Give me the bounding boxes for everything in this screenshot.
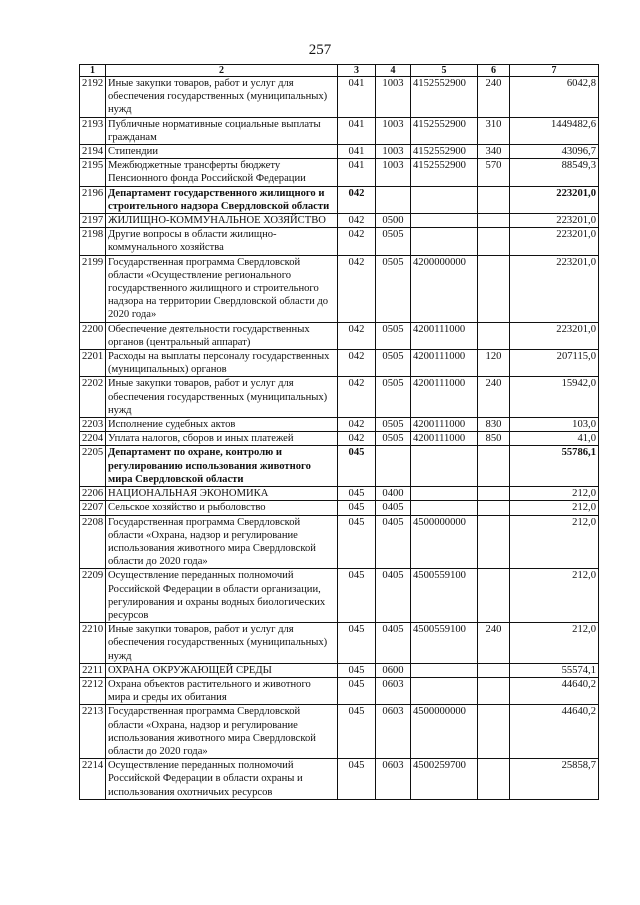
row-ministry-code: 042 [338, 255, 376, 322]
row-expense-type [478, 228, 510, 255]
row-name: Государственная программа Свердловской области «Охрана, надзор и регулирование использования животного мира Свердловской области до 2020 года» [106, 515, 338, 569]
row-section-code: 0603 [376, 705, 411, 759]
row-number: 2194 [80, 145, 106, 159]
row-target-code: 4200111000 [411, 322, 478, 349]
row-ministry-code: 042 [338, 432, 376, 446]
row-expense-type: 120 [478, 350, 510, 377]
row-target-code [411, 214, 478, 228]
row-name: Публичные нормативные социальные выплаты гражданам [106, 117, 338, 144]
row-name: Другие вопросы в области жилищно-коммунального хозяйства [106, 228, 338, 255]
row-amount: 1449482,6 [510, 117, 599, 144]
row-name: Иные закупки товаров, работ и услуг для обеспечения государственных (муниципальных) нужд [106, 77, 338, 118]
row-target-code: 4200111000 [411, 432, 478, 446]
row-expense-type [478, 705, 510, 759]
row-ministry-code: 045 [338, 446, 376, 487]
row-name: Осуществление переданных полномочий Российской Федерации в области охраны и использования охотничьих ресурсов [106, 759, 338, 800]
row-name: Департамент по охране, контролю и регулированию использования животного мира Свердловской области [106, 446, 338, 487]
row-expense-type: 240 [478, 623, 510, 664]
row-amount: 223201,0 [510, 322, 599, 349]
row-amount: 88549,3 [510, 159, 599, 186]
row-expense-type [478, 214, 510, 228]
row-number: 2200 [80, 322, 106, 349]
row-section-code [376, 186, 411, 213]
table-row [80, 432, 599, 446]
row-target-code [411, 501, 478, 515]
row-section-code: 0505 [376, 350, 411, 377]
row-name: Стипендии [106, 145, 338, 159]
row-amount: 212,0 [510, 623, 599, 664]
row-expense-type [478, 515, 510, 569]
row-amount: 43096,7 [510, 145, 599, 159]
row-number: 2198 [80, 228, 106, 255]
table-row [80, 705, 599, 759]
budget-table [79, 64, 599, 800]
row-ministry-code: 045 [338, 569, 376, 623]
row-expense-type: 850 [478, 432, 510, 446]
row-number: 2197 [80, 214, 106, 228]
header-col-6: 6 [478, 65, 510, 77]
row-name: Обеспечение деятельности государственных органов (центральный аппарат) [106, 322, 338, 349]
header-col-5: 5 [411, 65, 478, 77]
table-row [80, 515, 599, 569]
row-ministry-code: 045 [338, 705, 376, 759]
row-target-code: 4500559100 [411, 623, 478, 664]
row-name: Охрана объектов растительного и животного мира и среды их обитания [106, 677, 338, 704]
table-row [80, 214, 599, 228]
row-name: Государственная программа Свердловской области «Осуществление регионального государственного жилищного и строительного надзора на территории Свердловской области до 2020 года» [106, 255, 338, 322]
row-expense-type [478, 569, 510, 623]
row-amount: 212,0 [510, 569, 599, 623]
row-number: 2193 [80, 117, 106, 144]
row-number: 2210 [80, 623, 106, 664]
row-target-code: 4500000000 [411, 705, 478, 759]
row-ministry-code: 045 [338, 663, 376, 677]
row-expense-type [478, 677, 510, 704]
row-target-code [411, 446, 478, 487]
row-target-code: 4152552900 [411, 159, 478, 186]
row-number: 2196 [80, 186, 106, 213]
row-section-code: 0505 [376, 228, 411, 255]
row-section-code: 0405 [376, 623, 411, 664]
row-amount: 223201,0 [510, 255, 599, 322]
table-row [80, 446, 599, 487]
row-number: 2195 [80, 159, 106, 186]
table-row [80, 350, 599, 377]
header-col-4: 4 [376, 65, 411, 77]
row-number: 2205 [80, 446, 106, 487]
row-ministry-code: 045 [338, 487, 376, 501]
row-name: Иные закупки товаров, работ и услуг для обеспечения государственных (муниципальных) нужд [106, 623, 338, 664]
table-row [80, 418, 599, 432]
table-body [80, 77, 599, 800]
row-name: НАЦИОНАЛЬНАЯ ЭКОНОМИКА [106, 487, 338, 501]
row-ministry-code: 042 [338, 377, 376, 418]
row-target-code [411, 663, 478, 677]
row-section-code: 0405 [376, 501, 411, 515]
row-name: Департамент государственного жилищного и строительного надзора Свердловской области [106, 186, 338, 213]
row-number: 2192 [80, 77, 106, 118]
row-number: 2206 [80, 487, 106, 501]
row-expense-type [478, 487, 510, 501]
row-name: Межбюджетные трансферты бюджету Пенсионного фонда Российской Федерации [106, 159, 338, 186]
row-target-code: 4500000000 [411, 515, 478, 569]
row-amount: 25858,7 [510, 759, 599, 800]
row-amount: 223201,0 [510, 186, 599, 213]
row-expense-type: 830 [478, 418, 510, 432]
row-ministry-code: 042 [338, 418, 376, 432]
row-number: 2212 [80, 677, 106, 704]
table-row [80, 255, 599, 322]
header-row [80, 65, 599, 77]
page-number: 257 [308, 42, 332, 58]
row-target-code: 4152552900 [411, 117, 478, 144]
row-number: 2209 [80, 569, 106, 623]
row-section-code: 0603 [376, 677, 411, 704]
row-name: Сельское хозяйство и рыболовство [106, 501, 338, 515]
row-section-code: 0600 [376, 663, 411, 677]
row-amount: 212,0 [510, 501, 599, 515]
row-ministry-code: 042 [338, 350, 376, 377]
row-number: 2211 [80, 663, 106, 677]
table-row [80, 377, 599, 418]
table-row [80, 759, 599, 800]
header-col-2: 2 [106, 65, 338, 77]
row-ministry-code: 041 [338, 117, 376, 144]
row-amount: 212,0 [510, 515, 599, 569]
row-ministry-code: 042 [338, 228, 376, 255]
row-amount: 41,0 [510, 432, 599, 446]
row-expense-type: 310 [478, 117, 510, 144]
row-target-code: 4200111000 [411, 418, 478, 432]
row-target-code: 4200111000 [411, 350, 478, 377]
row-section-code: 0405 [376, 569, 411, 623]
row-number: 2214 [80, 759, 106, 800]
row-ministry-code: 045 [338, 515, 376, 569]
table-row [80, 487, 599, 501]
row-name: Расходы на выплаты персоналу государственных (муниципальных) органов [106, 350, 338, 377]
row-name: ЖИЛИЩНО-КОММУНАЛЬНОЕ ХОЗЯЙСТВО [106, 214, 338, 228]
row-ministry-code: 042 [338, 214, 376, 228]
row-expense-type [478, 759, 510, 800]
row-name: Государственная программа Свердловской области «Охрана, надзор и регулирование использования животного мира Свердловской области до 2020 года» [106, 705, 338, 759]
row-target-code: 4500259700 [411, 759, 478, 800]
table-row [80, 322, 599, 349]
row-name: Иные закупки товаров, работ и услуг для обеспечения государственных (муниципальных) нужд [106, 377, 338, 418]
header-col-3: 3 [338, 65, 376, 77]
row-expense-type [478, 663, 510, 677]
table-row [80, 145, 599, 159]
row-section-code: 0500 [376, 214, 411, 228]
row-target-code [411, 186, 478, 213]
row-target-code: 4200111000 [411, 377, 478, 418]
row-section-code: 1003 [376, 159, 411, 186]
row-section-code: 1003 [376, 145, 411, 159]
row-section-code: 1003 [376, 117, 411, 144]
table-row [80, 677, 599, 704]
row-number: 2199 [80, 255, 106, 322]
row-ministry-code: 045 [338, 759, 376, 800]
row-ministry-code: 041 [338, 77, 376, 118]
row-section-code: 1003 [376, 77, 411, 118]
row-section-code: 0603 [376, 759, 411, 800]
row-number: 2207 [80, 501, 106, 515]
row-ministry-code: 045 [338, 501, 376, 515]
row-amount: 212,0 [510, 487, 599, 501]
row-expense-type [478, 446, 510, 487]
table-row [80, 77, 599, 118]
row-number: 2201 [80, 350, 106, 377]
row-number: 2213 [80, 705, 106, 759]
table-row [80, 663, 599, 677]
row-amount: 15942,0 [510, 377, 599, 418]
table-row [80, 186, 599, 213]
row-amount: 223201,0 [510, 228, 599, 255]
row-expense-type [478, 322, 510, 349]
row-target-code: 4500559100 [411, 569, 478, 623]
row-number: 2202 [80, 377, 106, 418]
header-col-7: 7 [510, 65, 599, 77]
row-name: ОХРАНА ОКРУЖАЮЩЕЙ СРЕДЫ [106, 663, 338, 677]
row-section-code: 0505 [376, 418, 411, 432]
row-section-code [376, 446, 411, 487]
row-section-code: 0505 [376, 255, 411, 322]
row-ministry-code: 041 [338, 159, 376, 186]
row-expense-type [478, 501, 510, 515]
row-amount: 44640,2 [510, 705, 599, 759]
row-amount: 55574,1 [510, 663, 599, 677]
header-col-1: 1 [80, 65, 106, 77]
row-amount: 55786,1 [510, 446, 599, 487]
row-name: Исполнение судебных актов [106, 418, 338, 432]
row-ministry-code: 041 [338, 145, 376, 159]
row-expense-type [478, 186, 510, 213]
row-expense-type: 340 [478, 145, 510, 159]
row-amount: 44640,2 [510, 677, 599, 704]
row-target-code: 4200000000 [411, 255, 478, 322]
row-target-code: 4152552900 [411, 77, 478, 118]
row-amount: 6042,8 [510, 77, 599, 118]
row-expense-type: 570 [478, 159, 510, 186]
row-ministry-code: 042 [338, 322, 376, 349]
table-row [80, 159, 599, 186]
row-expense-type: 240 [478, 77, 510, 118]
row-target-code [411, 677, 478, 704]
row-ministry-code: 045 [338, 623, 376, 664]
row-section-code: 0400 [376, 487, 411, 501]
row-ministry-code: 042 [338, 186, 376, 213]
row-amount: 207115,0 [510, 350, 599, 377]
row-section-code: 0505 [376, 432, 411, 446]
row-target-code [411, 228, 478, 255]
table-row [80, 501, 599, 515]
table-row [80, 623, 599, 664]
row-section-code: 0505 [376, 377, 411, 418]
row-name: Осуществление переданных полномочий Российской Федерации в области организации, регулирования и охраны водных биологических ресурсов [106, 569, 338, 623]
row-ministry-code: 045 [338, 677, 376, 704]
row-expense-type [478, 255, 510, 322]
table-row [80, 228, 599, 255]
row-amount: 103,0 [510, 418, 599, 432]
table-row [80, 117, 599, 144]
row-number: 2208 [80, 515, 106, 569]
row-number: 2204 [80, 432, 106, 446]
row-expense-type: 240 [478, 377, 510, 418]
row-number: 2203 [80, 418, 106, 432]
row-amount: 223201,0 [510, 214, 599, 228]
row-name: Уплата налогов, сборов и иных платежей [106, 432, 338, 446]
row-section-code: 0505 [376, 322, 411, 349]
row-target-code: 4152552900 [411, 145, 478, 159]
row-target-code [411, 487, 478, 501]
row-section-code: 0405 [376, 515, 411, 569]
table-row [80, 569, 599, 623]
